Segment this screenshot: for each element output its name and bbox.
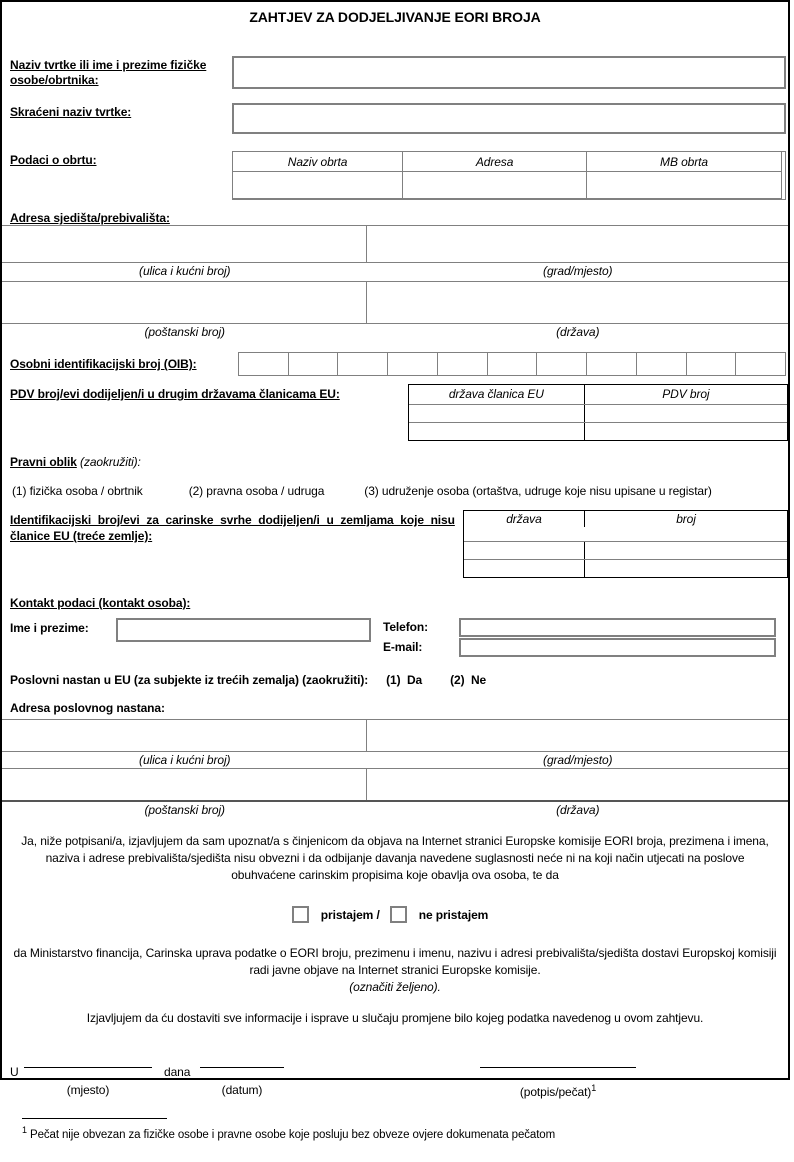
- pdv-row: [2, 384, 788, 441]
- signature-footnote-ref: 1: [591, 1083, 597, 1093]
- legal-form-option-2[interactable]: (2) pravna osoba / udruga: [188, 484, 325, 498]
- legal-form-option-1[interactable]: (1) fizička osoba / obrtnik: [12, 484, 143, 498]
- address-city-cell[interactable]: [367, 226, 788, 262]
- address-postal-caption: (poštanski broj): [144, 325, 225, 339]
- footnote-ref: 1: [22, 1125, 27, 1135]
- footnote-text: Pečat nije obvezan za fizičke osobe i pravne osobe koje posluju bez obveze ovjere dokumenata pečatom: [26, 1128, 556, 1141]
- pdv-cell-number[interactable]: [585, 423, 787, 440]
- place-caption: (mjesto): [66, 1083, 110, 1097]
- business-street-cell[interactable]: [2, 720, 367, 751]
- craft-header-mb: MB obrta: [586, 151, 782, 172]
- craft-cell-name[interactable]: [232, 171, 403, 199]
- footnote-separator: [22, 1118, 167, 1119]
- foreign-id-header-number: broj: [676, 512, 696, 526]
- establishment-option-no[interactable]: (2) Ne: [450, 673, 487, 687]
- oib-digit-cell[interactable]: [288, 352, 339, 376]
- agree-label: pristajem /: [320, 907, 380, 922]
- contact-email-label: E-mail:: [383, 640, 423, 654]
- signature-caption-text: (potpis/pečat): [519, 1085, 592, 1099]
- business-street-caption: (ulica i kućni broj): [139, 753, 231, 767]
- craft-cell-mb[interactable]: [586, 171, 782, 199]
- business-address-table: [2, 719, 788, 819]
- oib-digit-cell[interactable]: [636, 352, 687, 376]
- craft-row: [2, 151, 788, 200]
- address-country-caption: (država): [556, 325, 600, 339]
- pdv-cell-country[interactable]: [409, 423, 585, 440]
- craft-cell-address[interactable]: [402, 171, 587, 199]
- oib-cells: [239, 352, 786, 376]
- contact-name-label: Ime i prezime:: [10, 621, 89, 635]
- declaration-paragraph-2-note: (označiti željeno).: [349, 980, 441, 994]
- business-country-caption: (država): [556, 803, 600, 817]
- business-postal-cell[interactable]: [2, 769, 367, 800]
- address-street-caption: (ulica i kućni broj): [139, 264, 231, 278]
- legal-form-note: (zaokružiti):: [76, 455, 141, 469]
- declaration-paragraph-3: Izjavljujem da ću dostaviti sve informacije i isprave u slučaju promjene bilo kojeg podatka navedenog u ovom zahtjevu.: [86, 1011, 704, 1025]
- legal-form-option-3[interactable]: (3) udruženje osoba (ortaštva, udruge koje nisu upisane u registar): [364, 484, 712, 498]
- contact-row: [10, 618, 788, 657]
- legal-form-options: [12, 484, 788, 498]
- pdv-table: [408, 384, 788, 441]
- oib-digit-cell[interactable]: [586, 352, 637, 376]
- address-postal-cell[interactable]: [2, 282, 367, 323]
- oib-digit-cell[interactable]: [337, 352, 388, 376]
- contact-email-input[interactable]: [459, 638, 776, 657]
- craft-label: Podaci o obrtu:: [10, 153, 97, 167]
- craft-header-name: Naziv obrta: [232, 151, 403, 172]
- oib-label: Osobni identifikacijski broj (OIB):: [10, 357, 197, 371]
- oib-digit-cell[interactable]: [536, 352, 587, 376]
- checkbox-disagree-icon[interactable]: [390, 906, 407, 923]
- oib-row: [2, 352, 788, 376]
- pdv-cell-number[interactable]: [585, 405, 787, 422]
- foreign-id-header-country: država: [464, 511, 585, 527]
- contact-name-input[interactable]: [116, 618, 371, 642]
- oib-digit-cell[interactable]: [487, 352, 538, 376]
- date-caption: (datum): [221, 1083, 263, 1097]
- foreign-id-cell-number[interactable]: [585, 560, 787, 577]
- address-country-cell[interactable]: [367, 282, 788, 323]
- address-street-cell[interactable]: [2, 226, 367, 262]
- date-prefix: dana: [164, 1065, 191, 1079]
- place-blank-line[interactable]: [24, 1053, 152, 1068]
- company-name-label: Naziv tvrtke ili ime i prezime fizičke osobe/obrtnika:: [10, 58, 207, 87]
- foreign-id-label: Identifikacijski broj/evi za carinske svrhe dodijeljen/i u zemljama koje nisu članice EU (treće zemlje):: [10, 513, 455, 543]
- declaration-paragraph-1: Ja, niže potpisani/a, izjavljujem da sam upoznat/a s činjenicom da objava na Internet stranici Europske komisije EORI broja, prezimena i imena, naziva i adrese prebivališta/sjedišta nisu obvezni i da odbijanje davanja navedene suglasnosti neće ni na koji način utjecati na poslove obuhvaćene carinskim propisima koje obavlja ova osoba, te da: [21, 834, 769, 882]
- business-city-caption: (grad/mjesto): [543, 753, 613, 767]
- disagree-label: ne pristajem: [418, 907, 489, 922]
- address-label: Adresa sjedišta/prebivališta:: [10, 211, 170, 225]
- craft-table: [232, 151, 786, 200]
- declaration-paragraph-2: da Ministarstvo financija, Carinska uprava podatke o EORI broju, prezimenu i imenu, nazivu i adresi prebivališta/sjedišta dostavi Europskoj komisiji radi javne objave na Internet stranici Europske komisije.: [13, 946, 777, 977]
- business-postal-caption: (poštanski broj): [144, 803, 225, 817]
- short-name-input[interactable]: [232, 103, 786, 134]
- address-city-caption: (grad/mjesto): [543, 264, 613, 278]
- short-name-label: Skraćeni naziv tvrtke:: [10, 105, 132, 119]
- pdv-header-country: država članica EU: [409, 385, 585, 404]
- foreign-id-row: [2, 510, 788, 578]
- company-name-row: [2, 56, 788, 89]
- legal-form-row: [10, 455, 788, 469]
- footnote: [22, 1118, 794, 1141]
- pdv-cell-country[interactable]: [409, 405, 585, 422]
- pdv-header-number: PDV broj: [662, 387, 710, 401]
- signature-caption: [480, 1083, 636, 1099]
- foreign-id-cell-number[interactable]: [585, 542, 787, 559]
- business-country-cell[interactable]: [367, 769, 788, 800]
- signature-row: [2, 1059, 788, 1111]
- oib-digit-cell[interactable]: [238, 352, 289, 376]
- foreign-id-cell-country[interactable]: [464, 542, 585, 559]
- company-name-input[interactable]: [232, 56, 786, 89]
- signature-blank-line[interactable]: [480, 1053, 636, 1068]
- oib-digit-cell[interactable]: [735, 352, 786, 376]
- foreign-id-cell-country[interactable]: [464, 560, 585, 577]
- business-city-cell[interactable]: [367, 720, 788, 751]
- establishment-row: [10, 673, 788, 687]
- pdv-label: PDV broj/evi dodijeljen/i u drugim državama članicama EU:: [10, 387, 340, 401]
- place-prefix: U: [10, 1065, 19, 1079]
- contact-label: Kontakt podaci (kontakt osoba):: [10, 596, 191, 610]
- contact-phone-label: Telefon:: [383, 620, 428, 634]
- page-title: ZAHTJEV ZA DODJELJIVANJE EORI BROJA: [249, 9, 541, 25]
- date-blank-line[interactable]: [200, 1053, 284, 1068]
- short-name-row: [2, 103, 788, 134]
- consent-choice-row: [2, 906, 788, 923]
- foreign-id-table: [463, 510, 788, 578]
- checkbox-agree-icon[interactable]: [292, 906, 309, 923]
- address-table: [2, 225, 788, 342]
- establishment-option-yes[interactable]: (1) Da: [386, 673, 423, 687]
- oib-digit-cell[interactable]: [437, 352, 488, 376]
- oib-digit-cell[interactable]: [686, 352, 737, 376]
- craft-header-address: Adresa: [402, 151, 587, 172]
- legal-form-label: Pravni oblik: [10, 455, 77, 469]
- business-address-label: Adresa poslovnog nastana:: [10, 701, 165, 715]
- establishment-label: Poslovni nastan u EU (za subjekte iz trećih zemalja) (zaokružiti):: [10, 673, 369, 687]
- contact-phone-input[interactable]: [459, 618, 776, 637]
- oib-digit-cell[interactable]: [387, 352, 438, 376]
